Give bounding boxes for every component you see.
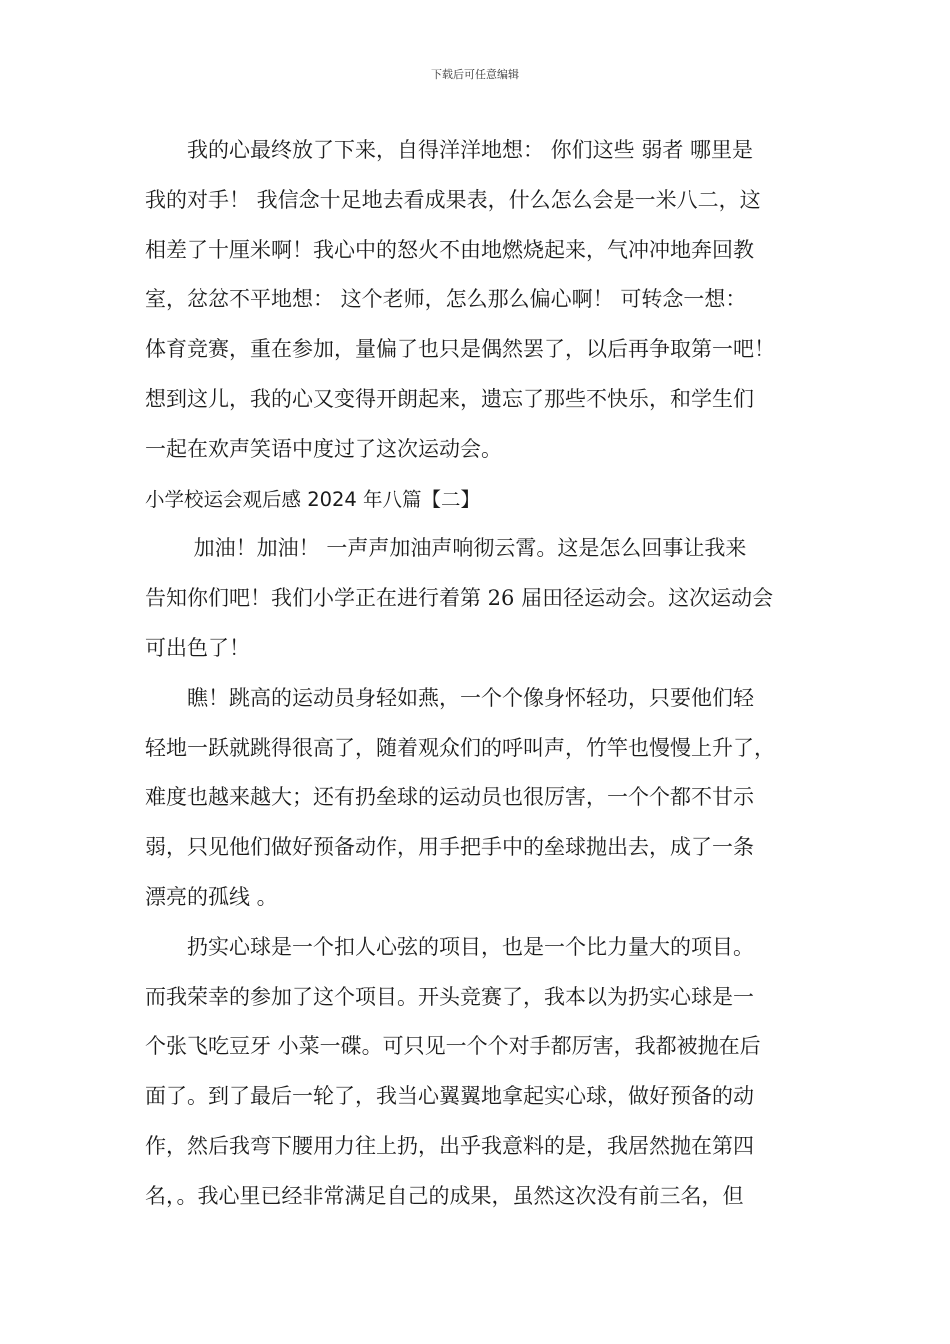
text-line: 体育竞赛，重在参加，量偏了也只是偶然罢了，以后再争取第一吧！: [145, 337, 775, 362]
text-line: 弱，只见他们做好预备动作，用手把手中的垒球抛出去，成了一条: [145, 835, 754, 860]
section-heading: 小学校运会观后感 2024 年八篇【二】: [145, 487, 481, 511]
text-line: 漂亮的孤线 。: [145, 884, 278, 909]
text-line: 我的对手！ 我信念十足地去看成果表，什么怎么会是一米八二，这: [145, 187, 761, 212]
text-line: 想到这儿，我的心又变得开朗起来，遗忘了那些不快乐，和学生们: [145, 386, 754, 411]
text-line: 告知你们吧！我们小学正在进行着第 26 届田径运动会。这次运动会: [145, 586, 774, 611]
text-line: 一起在欢声笑语中度过了这次运动会。: [145, 436, 502, 461]
text-line: 作，然后我弯下腰用力往上扔，出乎我意料的是，我居然抛在第四: [145, 1133, 754, 1158]
text-line: 面了。到了最后一轮了，我当心翼翼地拿起实心球，做好预备的动: [145, 1084, 754, 1109]
document-body: [145, 126, 815, 1222]
text-line: 可出色了！: [145, 635, 250, 660]
text-line: 而我荣幸的参加了这个项目。开头竞赛了，我本以为扔实心球是一: [145, 984, 754, 1009]
text-line: 难度也越来越大；还有扔垒球的运动员也很厉害，一个个都不甘示: [145, 785, 754, 810]
text-line: 加油！加油！ 一声声加油声响彻云霄。这是怎么回事让我来: [145, 536, 747, 561]
text-line: 室，忿忿不平地想： 这个老师，怎么那么偏心啊！ 可转念一想：: [145, 287, 747, 312]
text-line: 名，。我心里已经非常满足自己的成果，虽然这次没有前三名，但: [145, 1183, 744, 1208]
text-line: 瞧！跳高的运动员身轻如燕，一个个像身怀轻功，只要他们轻: [145, 685, 754, 710]
page-header: 下载后可任意编辑: [431, 68, 519, 81]
text-line: 个张飞吃豆牙 小菜一碟。可只见一个个对手都厉害，我都被抛在后: [145, 1034, 761, 1059]
text-line: 相差了十厘米啊！我心中的怒火不由地燃烧起来，气冲冲地奔回教: [145, 237, 754, 262]
text-line: 我的心最终放了下来，自得洋洋地想： 你们这些 弱者 哪里是: [145, 138, 754, 162]
text-line: 扔实心球是一个扣人心弦的项目，也是一个比力量大的项目。: [145, 934, 754, 959]
text-line: 轻地一跃就跳得很高了，随着观众们的呼叫声，竹竿也慢慢上升了，: [145, 735, 775, 760]
